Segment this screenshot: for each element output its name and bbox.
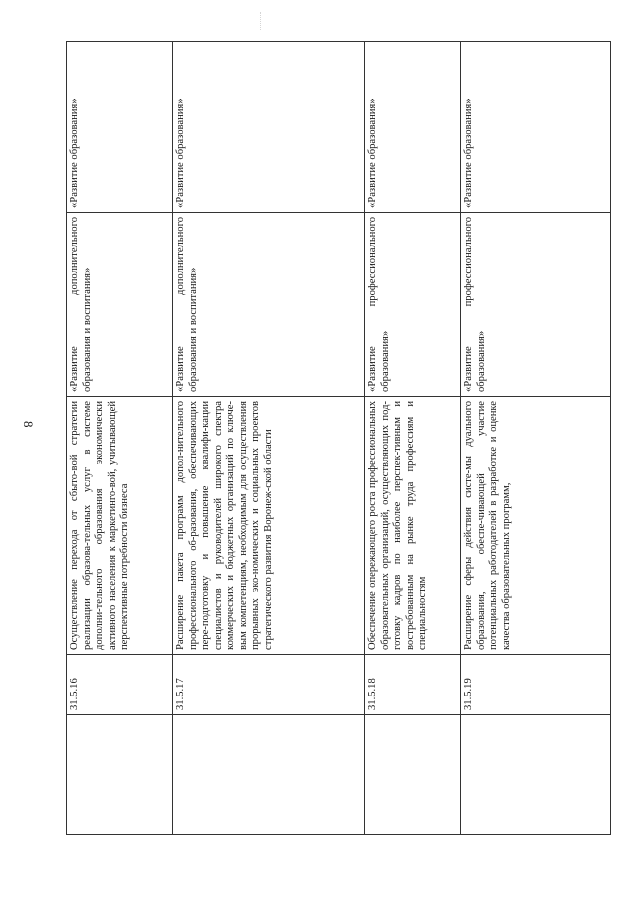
row-program: «Развитие дополнительного образования и воспитания» (173, 213, 365, 397)
rotated-table-wrapper (66, 42, 610, 835)
row-state-program: «Развитие образования» (67, 42, 173, 213)
row-program: «Развитие профессионального образования» (461, 213, 611, 397)
page-number: 8 (21, 421, 36, 428)
row-code: 31.5.18 (365, 655, 461, 715)
row-state-program: «Развитие образования» (461, 42, 611, 213)
row-code: 31.5.19 (461, 655, 611, 715)
row-program: «Развитие дополнительного образования и воспитания» (67, 213, 173, 397)
row-description: Расширение пакета программ допол-нительного профессионального об-разования, обеспечивающих пере-подготовку и повышение квалифи-кации специалистов и руководителей широкого спектра коммерческих и бюджетных организаций по ключе-вым компетенциям, необходимым для осуществления прорывных эко-номических и социальных проектов стратегического развития Воронеж-ской области (173, 397, 365, 655)
row-code: 31.5.17 (173, 655, 365, 715)
empty-cell (67, 715, 173, 835)
row-description: Осуществление перехода от сбыто-вой стратегии реализации образова-тельных услуг в системе дополни-тельного образования экономически активного населения к маркетинго-вой, учитывающей перспективные потребности бизнеса (67, 397, 173, 655)
table-row (461, 42, 611, 835)
empty-cell (173, 715, 365, 835)
row-description: Обеспечение опережающего роста профессиональных образовательных организаций, осуществляющих под-готовку кадров по наиболее перспек-тивным и востребованным на рынке труда профессиям и специальностям (365, 397, 461, 655)
measures-table (66, 41, 611, 835)
row-code: 31.5.16 (67, 655, 173, 715)
table-row (173, 42, 365, 835)
empty-cell (461, 715, 611, 835)
row-description: Расширение сферы действия систе-мы дуального образования, обеспе-чивающей участие потенциальных работодателей в разработке и оценке качества образовательных программ, (461, 397, 611, 655)
row-state-program: «Развитие образования» (365, 42, 461, 213)
empty-cell (365, 715, 461, 835)
table-row (67, 42, 173, 835)
table-row (365, 42, 461, 835)
scan-mark (260, 12, 269, 30)
row-state-program: «Развитие образования» (173, 42, 365, 213)
row-program: «Развитие профессионального образования» (365, 213, 461, 397)
